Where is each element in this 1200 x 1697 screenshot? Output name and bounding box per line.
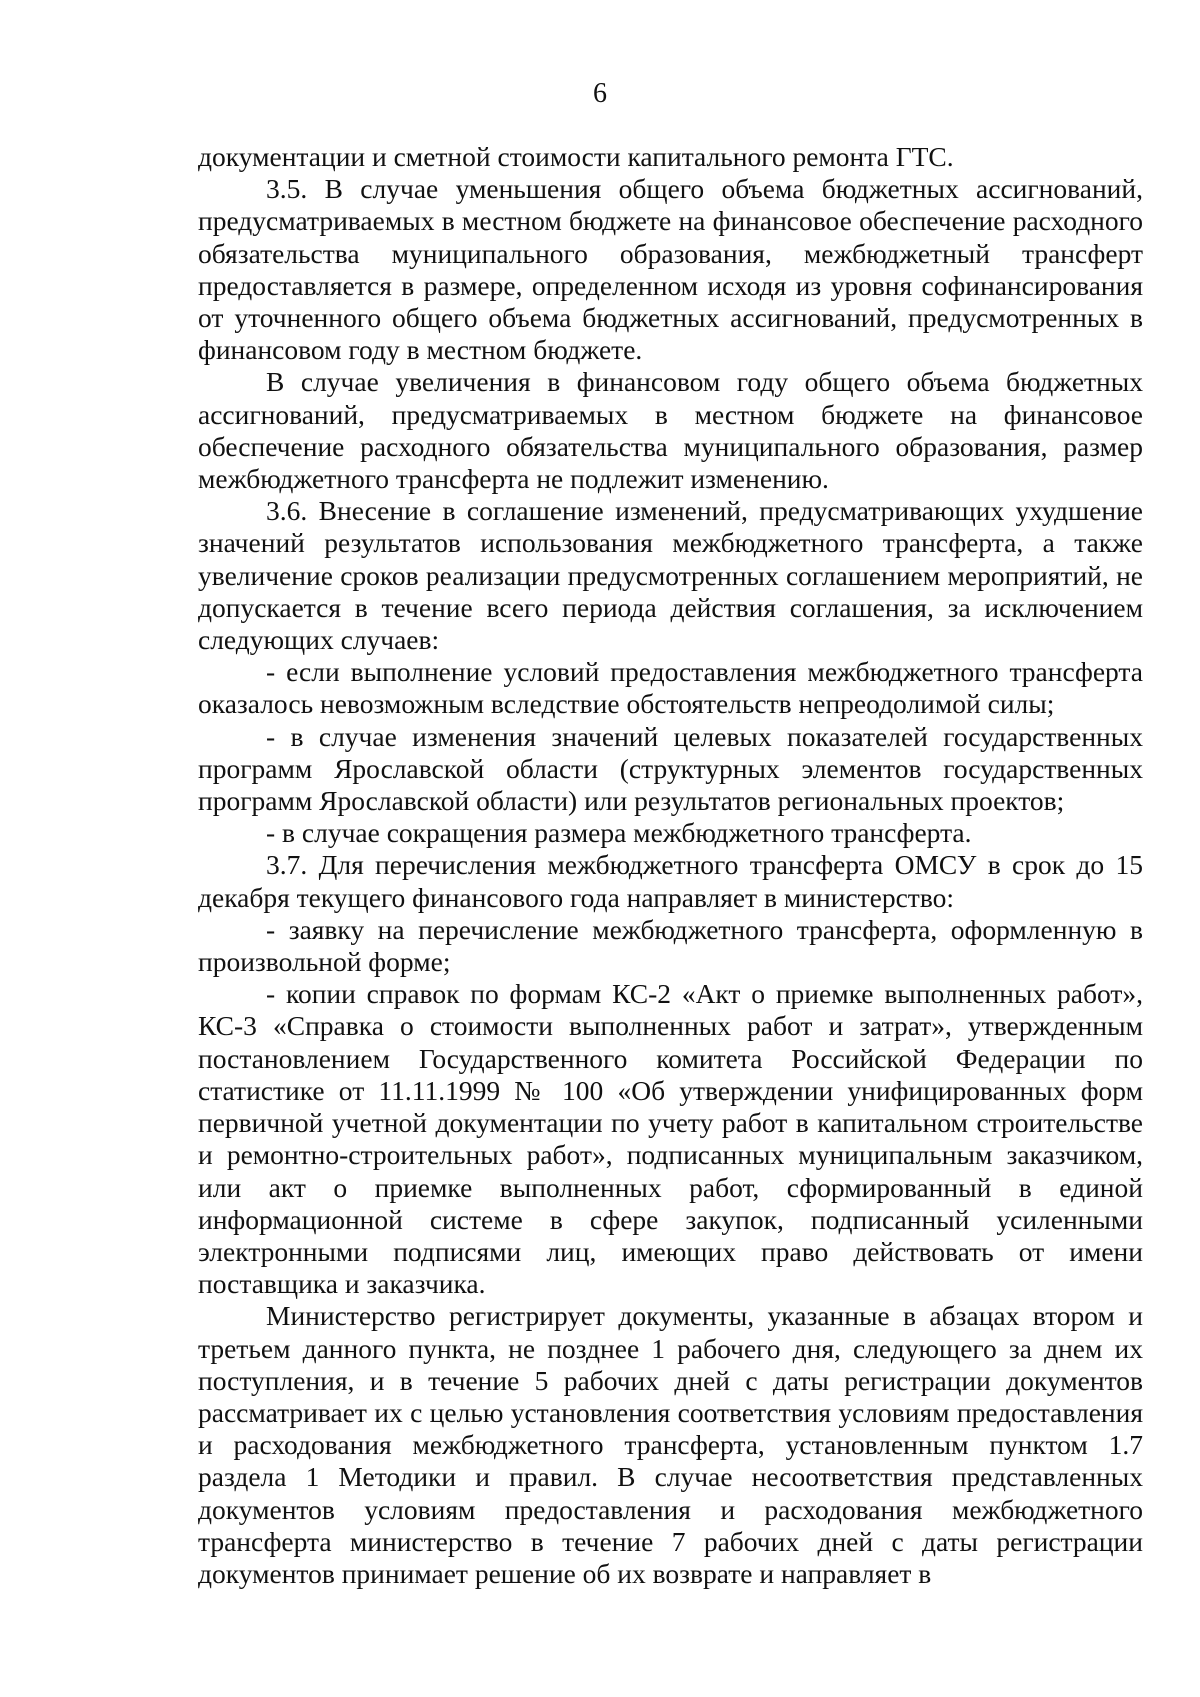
list-item: - заявку на перечисление межбюджетного трансферта, оформленную в произвольной форме; [198,913,1143,978]
list-item: - копии справок по формам КС-2 «Акт о приемке выполненных работ», КС-3 «Справка о стоимости выполненных работ и затрат», утвержденным постановлением Государственного комитета Российской Федерации по статистике от 11.11.1999 № 100 «Об утверждении унифицированных форм первичной учетной документации по учету работ в капитальном строительстве и ремонтно-строительных работ», подписанных муниципальным заказчиком, или акт о приемке выполненных работ, сформированный в единой информационной системе в сфере закупок, подписанный усиленными электронными подписями лиц, имеющих право действовать от имени поставщика и заказчика. [198,978,1143,1300]
paragraph: Министерство регистрирует документы, указанные в абзацах втором и третьем данного пункта, не позднее 1 рабочего дня, следующего за днем их поступления, и в течение 5 рабочих дней с даты регистрации документов рассматривает их с целью установления соответствия условиям предоставления и расходования межбюджетного трансферта, установленным пунктом 1.7 раздела 1 Методики и правил. В случае несоответствия представленных документов условиям предоставления и расходования межбюджетного трансферта министерство в течение 7 рабочих дней с даты регистрации документов принимает решение об их возврате и направляет в [198,1300,1143,1589]
page-number: 6 [593,78,607,109]
list-item: - в случае изменения значений целевых показателей государственных программ Ярославской области (структурных элементов государственных программ Ярославской области) или результатов региональных проектов; [198,720,1143,817]
list-item: - если выполнение условий предоставления межбюджетного трансферта оказалось невозможным вследствие обстоятельств непреодолимой силы; [198,656,1143,720]
paragraph: 3.6. Внесение в соглашение изменений, предусматривающих ухудшение значений результатов использования межбюджетного трансферта, а также увеличение сроков реализации предусмотренных соглашением мероприятий, не допускается в течение всего периода действия соглашения, за исключением следующих случаев: [198,495,1143,656]
paragraph: 3.5. В случае уменьшения общего объема бюджетных ассигнований, предусматриваемых в местном бюджете на финансовое обеспечение расходного обязательства муниципального образования, межбюджетный трансферт предоставляется в размере, определенном исходя из уровня софинансирования от уточненного общего объема бюджетных ассигнований, предусмотренных в финансовом году в местном бюджете. [198,173,1143,366]
paragraph: В случае увеличения в финансовом году общего объема бюджетных ассигнований, предусматриваемых в местном бюджете на финансовое обеспечение расходного обязательства муниципального образования, размер межбюджетного трансферта не подлежит изменению. [198,366,1143,495]
document-body [198,141,1143,1590]
paragraph: документации и сметной стоимости капитального ремонта ГТС. [198,141,954,172]
list-item: - в случае сокращения размера межбюджетного трансферта. [266,817,972,849]
paragraph: 3.7. Для перечисления межбюджетного трансферта ОМСУ в срок до 15 декабря текущего финансового года направляет в министерство: [198,849,1143,913]
